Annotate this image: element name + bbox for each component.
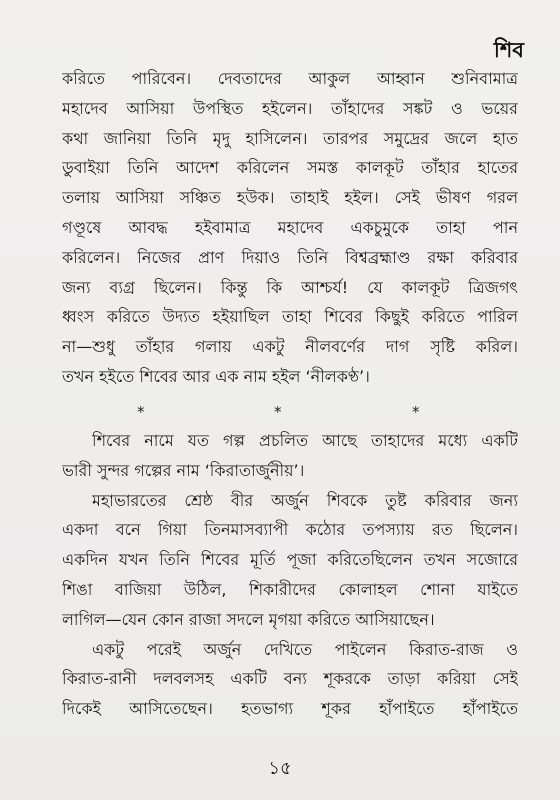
text-line: শিবের নামে যত গল্প প্রচলিত আছে তাহাদের মধ্যে একটি <box>92 431 518 450</box>
text-line: না—শুধু তাঁহার গলায় একটু নীলবর্ণের দাগ সৃষ্টি করিল। <box>62 337 518 357</box>
text-line: দিকেই আসিতেছেন। হতভাগ্য শূকর হাঁপাইতে হাঁপাইতে <box>62 699 518 719</box>
running-head: শিব <box>493 38 524 62</box>
text-line: শিঙা বাজিয়া উঠিল, শিকারীদের কোলাহল শোনা যাইতে <box>62 579 518 599</box>
text-line: লাগিল—যেন কোন রাজা সদলে মৃগয়া করিতে আসিয়াছেন। <box>62 609 435 629</box>
text-line: কথা জানিয়া তিনি মৃদু হাসিলেন। তারপর সমুদ্রের জলে হাত <box>62 128 518 148</box>
text-line: একদা বনে গিয়া তিনমাসব্যাপী কঠোর তপস্যায় রত ছিলেন। <box>62 520 518 540</box>
text-line: জন্য ব্যগ্র ছিলেন। কিন্তু কি আশ্চর্য! যে কালকূট ত্রিজগৎ <box>62 277 518 297</box>
text-line: করিতে পারিবেন। দেবতাদের আকুল আহ্বান শুনিবামাত্র <box>62 69 518 88</box>
text-line: কিরাত-রানী দলবলসহ একটি বন্য শূকরকে তাড়া করিয়া সেই <box>62 669 518 689</box>
text-line: তলায় আসিয়া সঞ্চিত হউক। তাহাই হইল। সেই ভীষণ গরল <box>62 188 518 208</box>
text-line: একটু পরেই অর্জুন দেখিতে পাইলেন কিরাত-রাজ ও <box>92 639 518 659</box>
separator-star: * <box>274 403 282 421</box>
separator-star: * <box>137 403 145 421</box>
separator-star: * <box>412 403 420 421</box>
text-line: করিলেন। নিজের প্রাণ দিয়াও তিনি বিশ্বব্রহ্মাণ্ড রক্ষা করিবার <box>62 247 518 267</box>
paragraph-neelkantha <box>62 64 518 392</box>
story-kiratarjuniya <box>62 426 518 724</box>
text-line: মহাভারতের শ্রেষ্ঠ বীর অর্জুন শিবকে তুষ্ট করিবার জন্য <box>92 490 518 510</box>
page-number: ১৫ <box>268 758 292 779</box>
text-line: একদিন যখন তিনি শিবের মূর্তি পূজা করিতেছিলেন তখন সজোরে <box>62 550 518 570</box>
text-line: ভারী সুন্দর গল্পের নাম ‘কিরাতার্জুনীয়’। <box>62 460 305 480</box>
section-separator <box>62 402 518 422</box>
text-line: ধ্বংস করিতে উদ্যত হইয়াছিল তাহা শিবের কিছুই করিতে পারিল <box>62 307 518 327</box>
text-line: ডুবাইয়া তিনি আদেশ করিলেন সমস্ত কালকূট তাঁহার হাতের <box>62 158 518 178</box>
text-line: মহাদেব আসিয়া উপস্থিত হইলেন। তাঁহাদের সঙ্কট ও ভয়ের <box>62 98 518 118</box>
text-line: তখন হইতে শিবের আর এক নাম হইল ‘নীলকণ্ঠ’। <box>62 366 370 386</box>
text-line: গণ্ডূষে আবদ্ধ হইবামাত্র মহাদেব একচুমুকে তাহা পান <box>62 217 518 237</box>
